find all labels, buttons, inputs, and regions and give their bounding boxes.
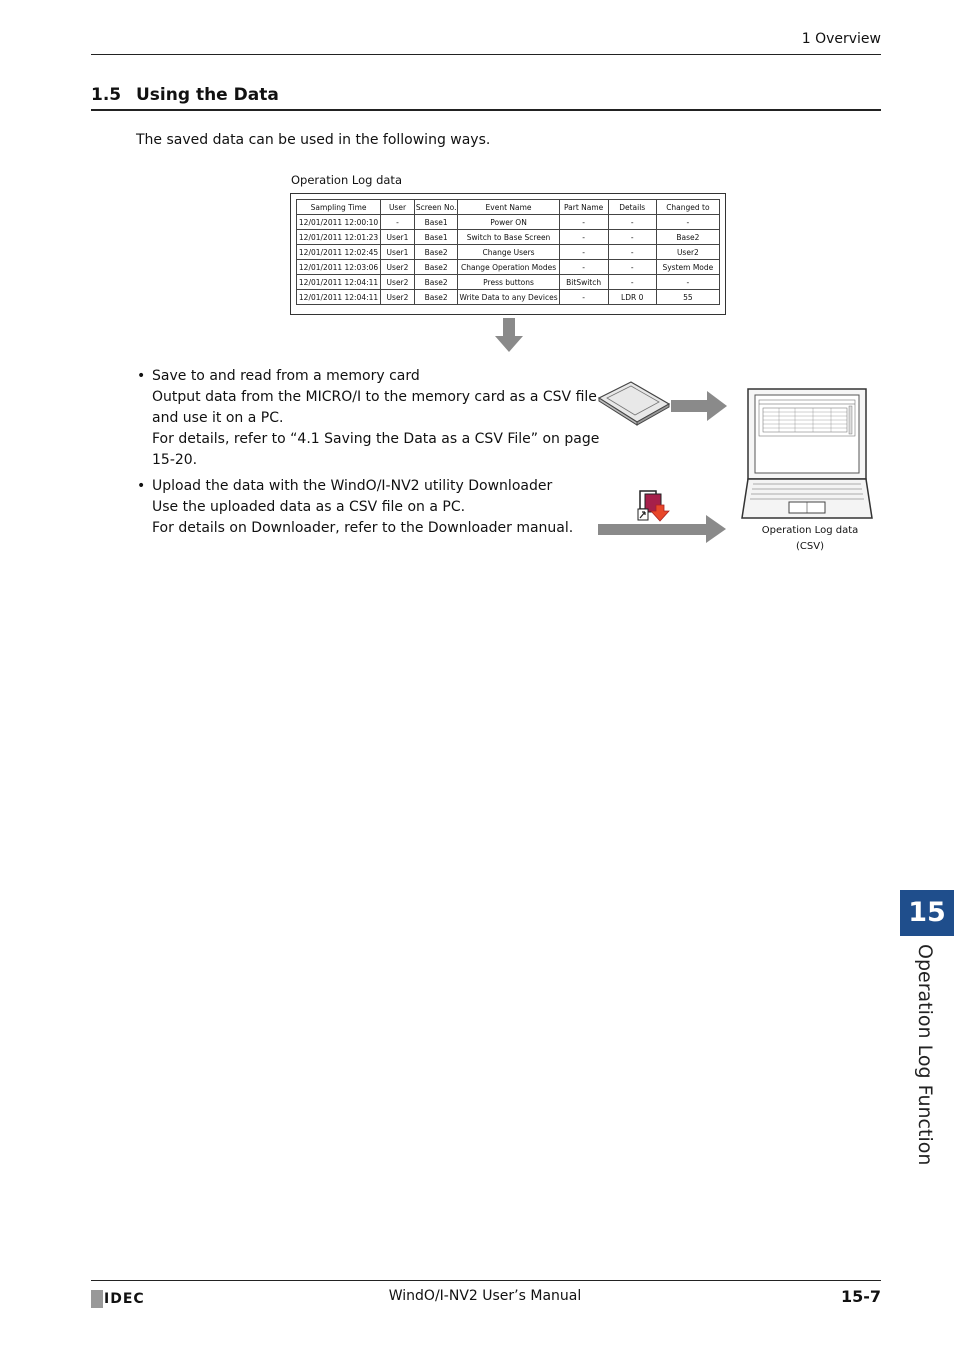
table-cell: Base2 xyxy=(414,275,458,290)
table-cell: - xyxy=(608,260,656,275)
table-cell: User2 xyxy=(381,290,415,305)
bullet-dot: • xyxy=(137,368,146,384)
column-header: Event Name xyxy=(458,200,559,215)
column-header: Part Name xyxy=(559,200,608,215)
logo-bar xyxy=(91,1290,103,1308)
table-cell: - xyxy=(559,290,608,305)
table-cell: Base2 xyxy=(414,245,458,260)
table-cell: - xyxy=(608,245,656,260)
laptop-caption-line: Operation Log data xyxy=(761,525,859,536)
table-cell: - xyxy=(608,215,656,230)
table-cell: User1 xyxy=(381,245,415,260)
section-title: Using the Data xyxy=(136,85,279,105)
column-header: Changed to xyxy=(656,200,719,215)
table-cell: Switch to Base Screen xyxy=(458,230,559,245)
table-cell: - xyxy=(656,275,719,290)
table-cell: 12/01/2011 12:00:10 xyxy=(297,215,381,230)
chapter-title: Operation Log Function xyxy=(914,944,936,1166)
intro-paragraph: The saved data can be used in the following ways. xyxy=(136,132,491,148)
table-cell: - xyxy=(608,275,656,290)
bullet-line: 15-20. xyxy=(152,452,198,468)
laptop-icon xyxy=(739,388,875,524)
table-row xyxy=(297,245,720,260)
bullet-line: Save to and read from a memory card xyxy=(152,368,420,384)
table-cell: - xyxy=(656,215,719,230)
table-cell: 12/01/2011 12:04:11 xyxy=(297,290,381,305)
table-row xyxy=(297,290,720,305)
down-arrow-icon xyxy=(493,318,525,354)
table-row xyxy=(297,260,720,275)
running-head: 1 Overview xyxy=(801,31,881,47)
table-cell: Base1 xyxy=(414,215,458,230)
table-cell: - xyxy=(559,260,608,275)
table-cell: - xyxy=(559,215,608,230)
table-row xyxy=(297,230,720,245)
column-header: Sampling Time xyxy=(297,200,381,215)
laptop-caption xyxy=(750,523,870,555)
table-cell: User2 xyxy=(656,245,719,260)
bullet-line: and use it on a PC. xyxy=(152,410,284,426)
laptop-caption-line: (CSV) xyxy=(796,541,824,552)
table-cell: 12/01/2011 12:01:23 xyxy=(297,230,381,245)
table-cell: Power ON xyxy=(458,215,559,230)
bullet-dot: • xyxy=(137,478,146,494)
header-rule xyxy=(91,54,881,55)
figure-label: Operation Log data xyxy=(291,173,402,187)
bullet-line: For details, refer to “4.1 Saving the Data as a CSV File” on page xyxy=(152,431,600,447)
table-cell: Base1 xyxy=(414,230,458,245)
table-cell: 12/01/2011 12:02:45 xyxy=(297,245,381,260)
table-cell: Press buttons xyxy=(458,275,559,290)
table-cell: - xyxy=(559,230,608,245)
table-cell: User1 xyxy=(381,230,415,245)
bullet-line: Upload the data with the WindO/I-NV2 utility Downloader xyxy=(152,478,553,494)
table-cell: LDR 0 xyxy=(608,290,656,305)
column-header: Screen No. xyxy=(414,200,458,215)
bullet-line: For details on Downloader, refer to the Downloader manual. xyxy=(152,520,574,536)
column-header: Details xyxy=(608,200,656,215)
column-header: User xyxy=(381,200,415,215)
section-rule xyxy=(91,109,881,111)
operation-log-table xyxy=(296,199,720,305)
logo-text: IDEC xyxy=(104,1291,145,1307)
section-heading xyxy=(91,85,279,105)
table-cell: 55 xyxy=(656,290,719,305)
table-cell: 12/01/2011 12:04:11 xyxy=(297,275,381,290)
page-number: 15-7 xyxy=(840,1287,881,1306)
upload-arrow-icon xyxy=(598,513,728,545)
table-cell: - xyxy=(381,215,415,230)
table-cell: User2 xyxy=(381,260,415,275)
memory-card-icon xyxy=(597,380,671,426)
footer-manual-title: WindO/I-NV2 User’s Manual xyxy=(388,1288,582,1304)
table-cell: Write Data to any Devices xyxy=(458,290,559,305)
table-cell: Change Operation Modes xyxy=(458,260,559,275)
chapter-number-tab: 15 xyxy=(900,890,954,936)
table-cell: User2 xyxy=(381,275,415,290)
section-number: 1.5 xyxy=(91,85,122,105)
table-header-row xyxy=(297,200,720,215)
table-cell: Base2 xyxy=(414,290,458,305)
table-row xyxy=(297,275,720,290)
table-cell: Change Users xyxy=(458,245,559,260)
right-arrow-icon xyxy=(671,390,729,422)
bullet-line: Output data from the MICRO/I to the memory card as a CSV file xyxy=(152,389,597,405)
table-cell: Base2 xyxy=(414,260,458,275)
table-cell: - xyxy=(608,230,656,245)
table-cell: System Mode xyxy=(656,260,719,275)
bullet-line: Use the uploaded data as a CSV file on a PC. xyxy=(152,499,466,515)
table-cell: - xyxy=(559,245,608,260)
log-table-frame xyxy=(290,193,726,315)
table-row xyxy=(297,215,720,230)
table-cell: 12/01/2011 12:03:06 xyxy=(297,260,381,275)
footer-rule xyxy=(91,1280,881,1281)
table-cell: Base2 xyxy=(656,230,719,245)
table-cell: BitSwitch xyxy=(559,275,608,290)
